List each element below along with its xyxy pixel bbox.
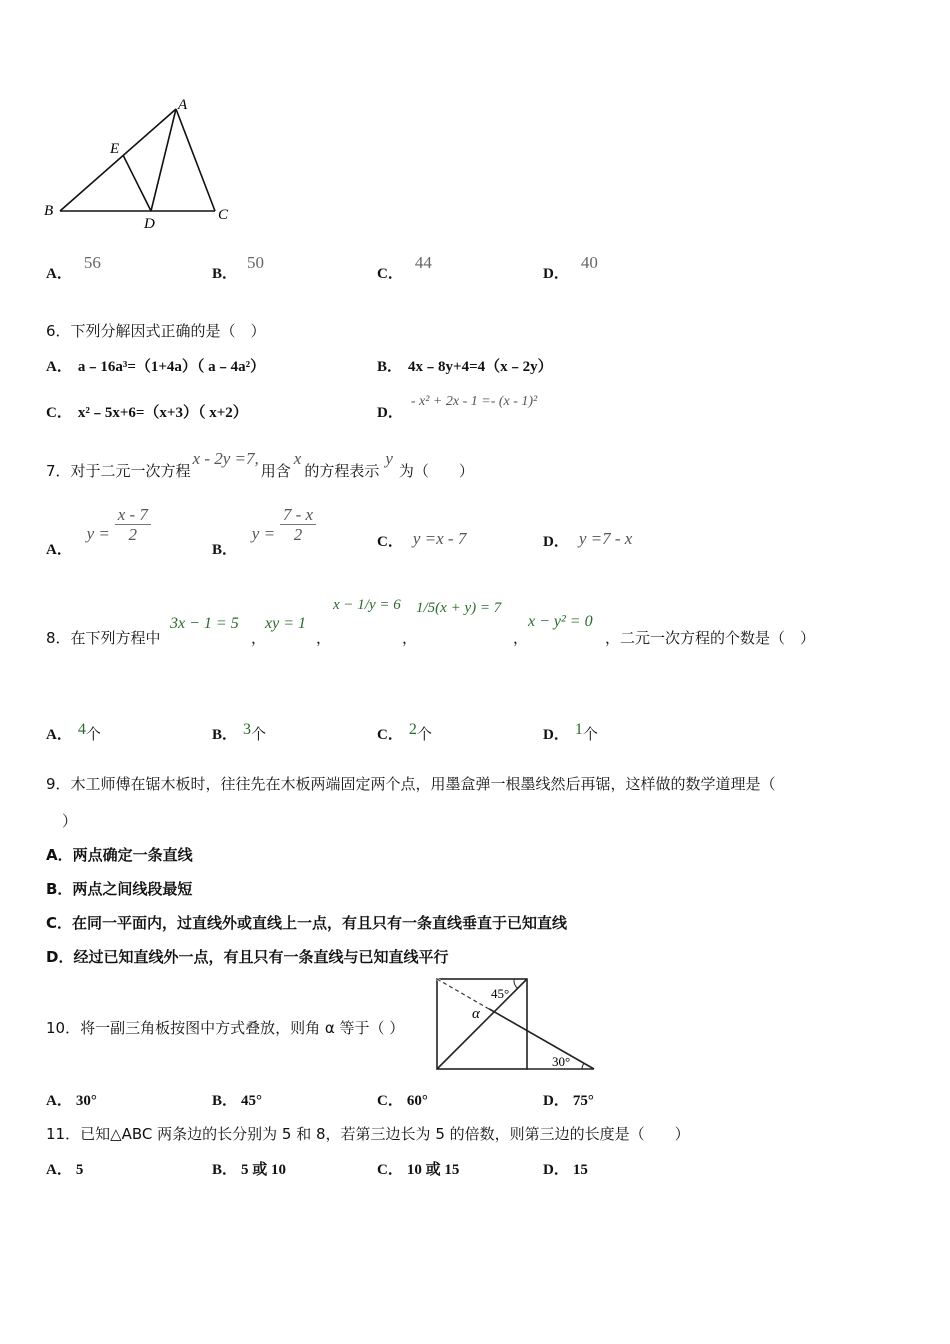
q11-option-c[interactable]: C． 10 或 15 xyxy=(377,1162,460,1178)
q8-separator: ， xyxy=(402,629,418,647)
q8-equation-4: 1/5(x + y) = 7 xyxy=(416,600,502,616)
q8-separator: ， xyxy=(316,629,332,647)
q7-option-b-fraction: $\frac{7 - x}{2}$ xyxy=(280,505,316,545)
q7-option-a-fraction: $\frac{x - 7}{2}$ xyxy=(115,505,151,545)
q9-stem-line-1: 9．木工师傅在锯木板时，往往先在木板两端固定两个点，用墨盒弹一根墨线然后再锯，这样做的数学道理是（ xyxy=(46,775,776,793)
q8-option-c[interactable]: C． 2个 xyxy=(377,721,432,743)
q6-option-b[interactable]: B． 4x﹣8y+4=4（x﹣2y） xyxy=(377,359,553,375)
q6-option-c-text: x²﹣5x+6=（x+3）（ x+2） xyxy=(77,405,248,421)
angle-30-label: 30° xyxy=(552,1054,571,1069)
q8-equation-1: 3x − 1 = 5 xyxy=(170,615,239,632)
q7-option-d[interactable]: D． y =7 - x xyxy=(543,529,633,550)
q9-stem-line-2: ） xyxy=(62,812,78,830)
q9-option-d[interactable]: D．经过已知直线外一点，有且只有一条直线与已知直线平行 xyxy=(46,948,449,966)
q7-option-b[interactable]: B． y = $\frac{7 - x}{2}$ xyxy=(212,505,316,545)
q7-equation: x - 2y =7, xyxy=(192,449,259,468)
label-a: A xyxy=(178,97,188,113)
q11-option-d[interactable]: D． 15 xyxy=(543,1162,588,1178)
q11-option-b[interactable]: B． 5 或 10 xyxy=(212,1162,287,1178)
q11-stem: 11．已知△ABC 两条边的长分别为 5 和 8，若第三边长为 5 的倍数，则第三边的长度是（ ） xyxy=(46,1125,690,1143)
q8-option-d[interactable]: D． 1个 xyxy=(543,721,598,743)
q10-option-b[interactable]: B． 45° xyxy=(212,1093,263,1109)
set-squares-figure xyxy=(434,976,598,1072)
q8-equation-5: x − y² = 0 xyxy=(528,613,593,630)
q8-stem-suffix: ，二元一次方程的个数是（ ） xyxy=(605,629,816,647)
q9-option-a[interactable]: A．两点确定一条直线 xyxy=(46,846,193,864)
q6-option-d[interactable]: D．- x² + 2x - 1 =- (x - 1)² xyxy=(377,394,538,421)
triangle-abc-figure xyxy=(40,95,240,235)
q8-separator: ， xyxy=(513,629,529,647)
q5-option-b-value: 50 xyxy=(247,253,265,272)
q10-option-d[interactable]: D． 75° xyxy=(543,1093,594,1109)
q8-option-b[interactable]: B． 3个 xyxy=(212,721,267,743)
label-c: C xyxy=(218,207,229,223)
q6-option-c[interactable]: C． x²﹣5x+6=（x+3）（ x+2） xyxy=(46,405,248,421)
label-e: E xyxy=(110,141,120,157)
label-b: B xyxy=(44,203,54,219)
q5-option-a[interactable]: A．56 xyxy=(46,253,101,282)
angle-45-label: 45° xyxy=(491,986,510,1001)
q6-stem: 6．下列分解因式正确的是（ ） xyxy=(46,322,266,340)
q10-option-c[interactable]: C． 60° xyxy=(377,1093,428,1109)
q5-option-c[interactable]: C．44 xyxy=(377,253,432,282)
q5-option-d-value: 40 xyxy=(580,253,598,272)
q7-option-a[interactable]: A． y = $\frac{x - 7}{2}$ xyxy=(46,505,151,545)
q7-stem: 7．对于二元一次方程x - 2y =7,用含x的方程表示y为（ ） xyxy=(46,449,474,480)
q6-option-d-text: - x² + 2x - 1 =- (x - 1)² xyxy=(410,394,538,409)
q6-option-a-text: a﹣16a³=（1+4a）（ a﹣4a²） xyxy=(77,359,266,375)
q9-option-b[interactable]: B．两点之间线段最短 xyxy=(46,880,193,898)
q7-option-c[interactable]: C． y =x - 7 xyxy=(377,529,467,550)
q8-separator: ， xyxy=(251,629,267,647)
q6-option-a[interactable]: A． a﹣16a³=（1+4a）（ a﹣4a²） xyxy=(46,359,266,375)
q11-option-a[interactable]: A． 5 xyxy=(46,1162,84,1178)
alpha-label: α xyxy=(472,1006,480,1022)
q8-stem-prefix: 8．在下列方程中 xyxy=(46,629,161,647)
q10-option-a[interactable]: A． 30° xyxy=(46,1093,97,1109)
q8-equation-2: xy = 1 xyxy=(265,615,306,632)
q8-equation-3: x − 1/y = 6 xyxy=(333,597,401,613)
q5-option-b[interactable]: B．50 xyxy=(212,253,265,282)
q6-option-b-text: 4x﹣8y+4=4（x﹣2y） xyxy=(408,359,553,375)
label-d: D xyxy=(144,216,155,232)
q10-stem: 10．将一副三角板按图中方式叠放，则角 α 等于（ ） xyxy=(46,1019,405,1037)
q9-option-c[interactable]: C．在同一平面内，过直线外或直线上一点，有且只有一条直线垂直于已知直线 xyxy=(46,914,568,932)
q8-option-a[interactable]: A． 4个 xyxy=(46,721,101,743)
q5-option-d[interactable]: D．40 xyxy=(543,253,598,282)
q5-option-a-value: 56 xyxy=(83,253,101,272)
q5-option-c-value: 44 xyxy=(414,253,432,272)
